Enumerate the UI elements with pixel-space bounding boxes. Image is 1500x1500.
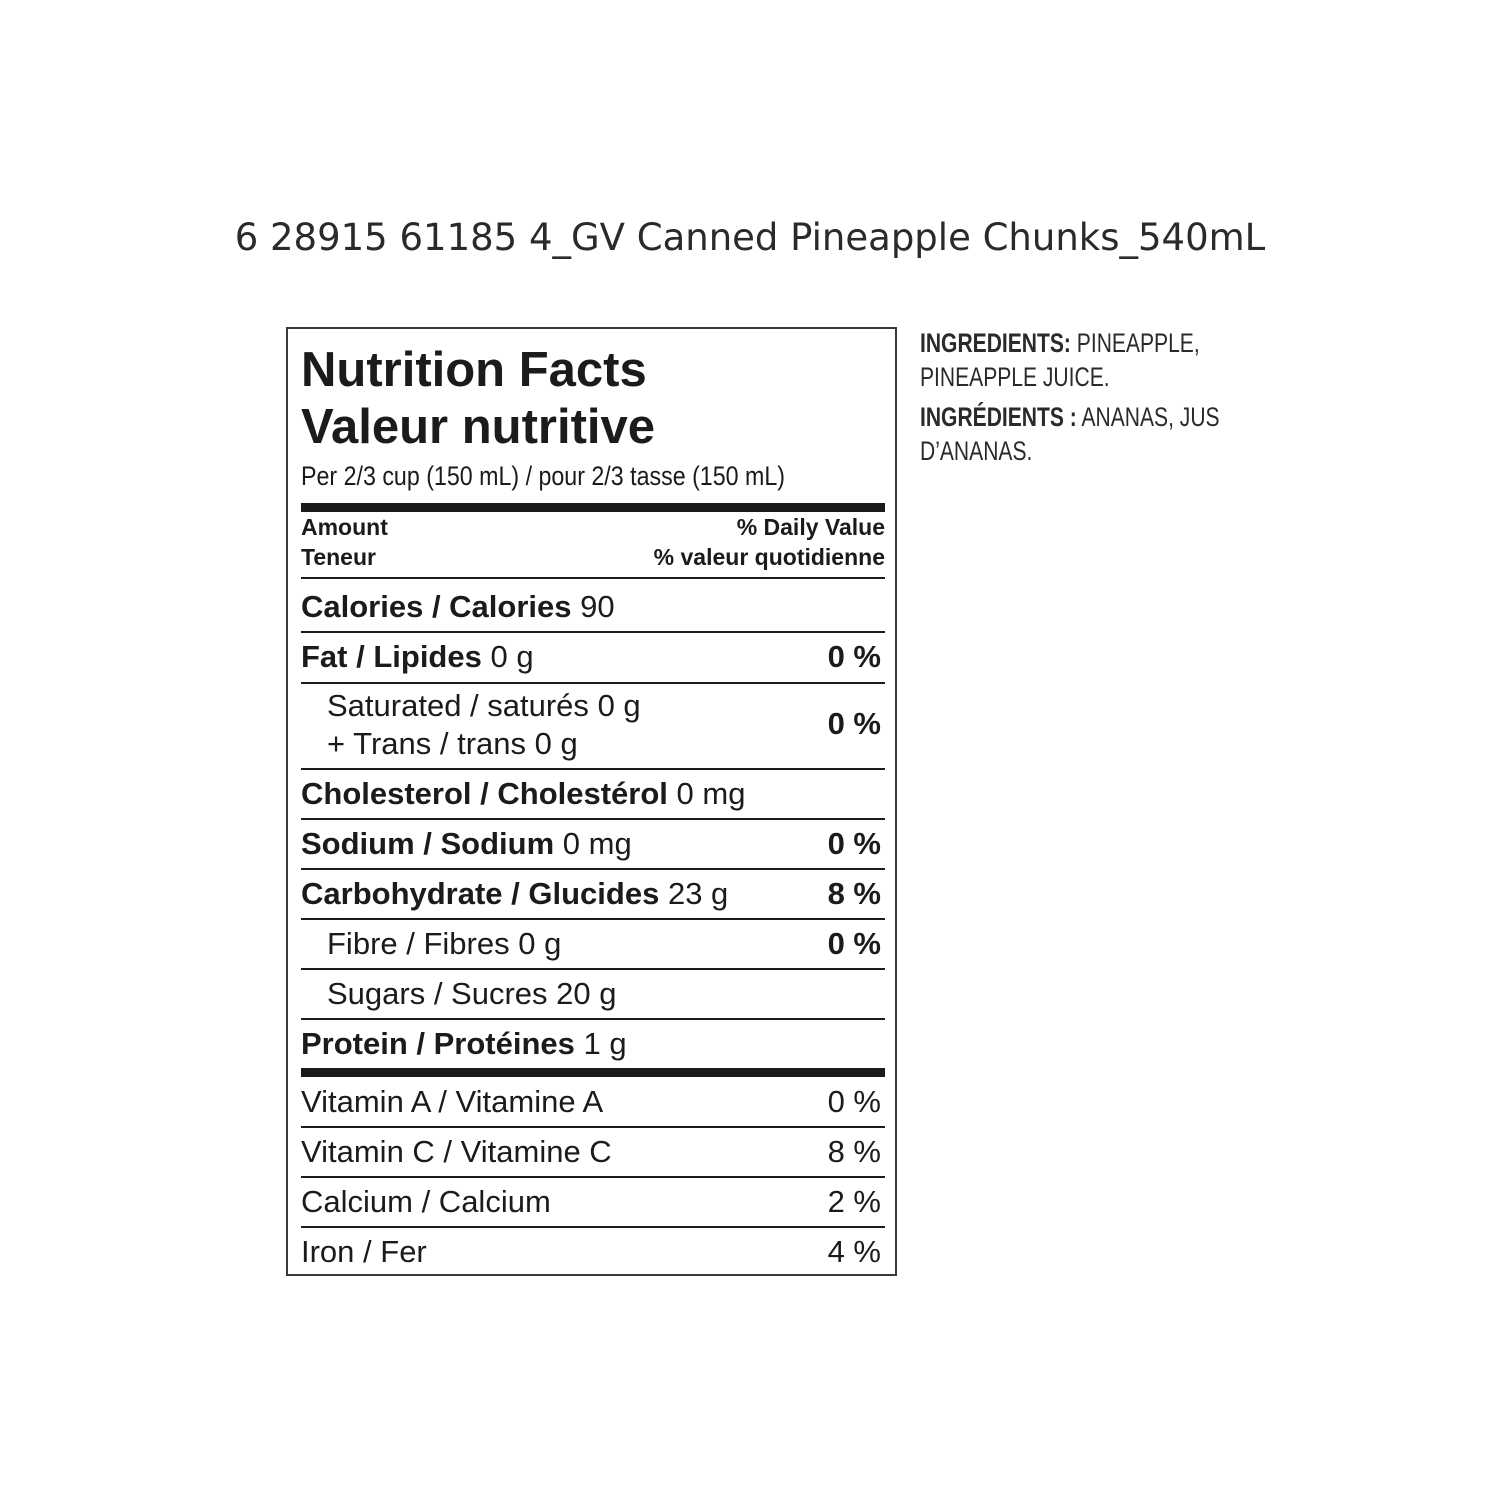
nutrient-value: 0 g (534, 726, 578, 761)
divider (301, 1226, 885, 1228)
divider (301, 868, 885, 870)
divider (301, 768, 885, 770)
thick-divider (301, 503, 885, 512)
ingredients-text-fr: ANANAS, JUS D’ANANAS. (920, 402, 1220, 466)
daily-value-header-en: % Daily Value (736, 514, 885, 540)
nutrition-facts-table (286, 327, 897, 1276)
divider (301, 577, 885, 579)
nutrient-value: 0 mg (676, 776, 746, 811)
daily-value: 0 % (827, 1084, 881, 1119)
nutrient-label: Carbohydrate / Glucides (301, 876, 660, 911)
thick-divider (301, 1068, 885, 1077)
daily-value-header (654, 512, 885, 572)
divider (301, 1176, 885, 1178)
nutrient-label: Protein / Protéines (301, 1026, 575, 1061)
divider (301, 1018, 885, 1020)
divider (301, 818, 885, 820)
nutrient-value: 1 g (583, 1026, 627, 1061)
divider (301, 682, 885, 684)
daily-value: 8 % (827, 876, 881, 911)
daily-value: 0 % (827, 926, 881, 961)
mineral-label: Calcium / Calcium (301, 1184, 551, 1219)
ingredients-text-en: PINEAPPLE, PINEAPPLE JUICE. (920, 328, 1200, 392)
daily-value: 0 % (827, 826, 881, 861)
nutrient-value: 0 g (597, 688, 641, 723)
daily-value: 4 % (827, 1234, 881, 1269)
daily-value-header-fr: % valeur quotidienne (653, 544, 885, 570)
nutrient-label: + Trans / trans (327, 726, 527, 761)
amount-header-en: Amount (301, 514, 388, 540)
ingredients-section (920, 326, 1280, 468)
nutrition-title-en: Nutrition Facts (301, 343, 647, 397)
ingredients-label-en: INGREDIENTS: (920, 328, 1071, 358)
serving-size: Per 2/3 cup (150 mL) / pour 2/3 tasse (150 mL) (301, 461, 785, 491)
nutrient-value: 0 mg (562, 826, 632, 861)
mineral-label: Iron / Fer (301, 1234, 427, 1269)
divider (301, 631, 885, 633)
ingredients-label-fr: INGRÉDIENTS : (920, 402, 1077, 432)
divider (301, 1126, 885, 1128)
nutrition-title-fr: Valeur nutritive (301, 400, 656, 454)
nutrient-label: Fibre / Fibres (327, 926, 510, 961)
ingredients-en (920, 326, 1279, 394)
ingredients-fr (920, 400, 1279, 468)
nutrient-label: Sugars / Sucres (327, 976, 548, 1011)
daily-value: 8 % (827, 1134, 881, 1169)
nutrient-label: Fat / Lipides (301, 639, 482, 674)
page-title: 6 28915 61185 4_GV Canned Pineapple Chunks_540mL (234, 216, 1266, 259)
amount-header (301, 512, 388, 572)
daily-value: 2 % (827, 1184, 881, 1219)
vitamin-label: Vitamin A / Vitamine A (301, 1084, 604, 1119)
divider (301, 918, 885, 920)
vitamin-label: Vitamin C / Vitamine C (301, 1134, 612, 1169)
nutrient-label: Cholesterol / Cholestérol (301, 776, 668, 811)
nutrient-value: 0 g (518, 926, 562, 961)
nutrient-label: Sodium / Sodium (301, 826, 555, 861)
nutrient-label: Calories / Calories (301, 589, 572, 624)
divider (301, 968, 885, 970)
amount-header-fr: Teneur (301, 544, 376, 570)
nutrient-value: 20 g (556, 976, 617, 1011)
nutrient-label: Saturated / saturés (327, 688, 589, 723)
daily-value: 0 % (827, 639, 881, 674)
daily-value: 0 % (827, 706, 881, 741)
nutrient-value: 0 g (490, 639, 534, 674)
nutrient-value: 23 g (667, 876, 729, 911)
nutrient-value: 90 (580, 589, 615, 624)
